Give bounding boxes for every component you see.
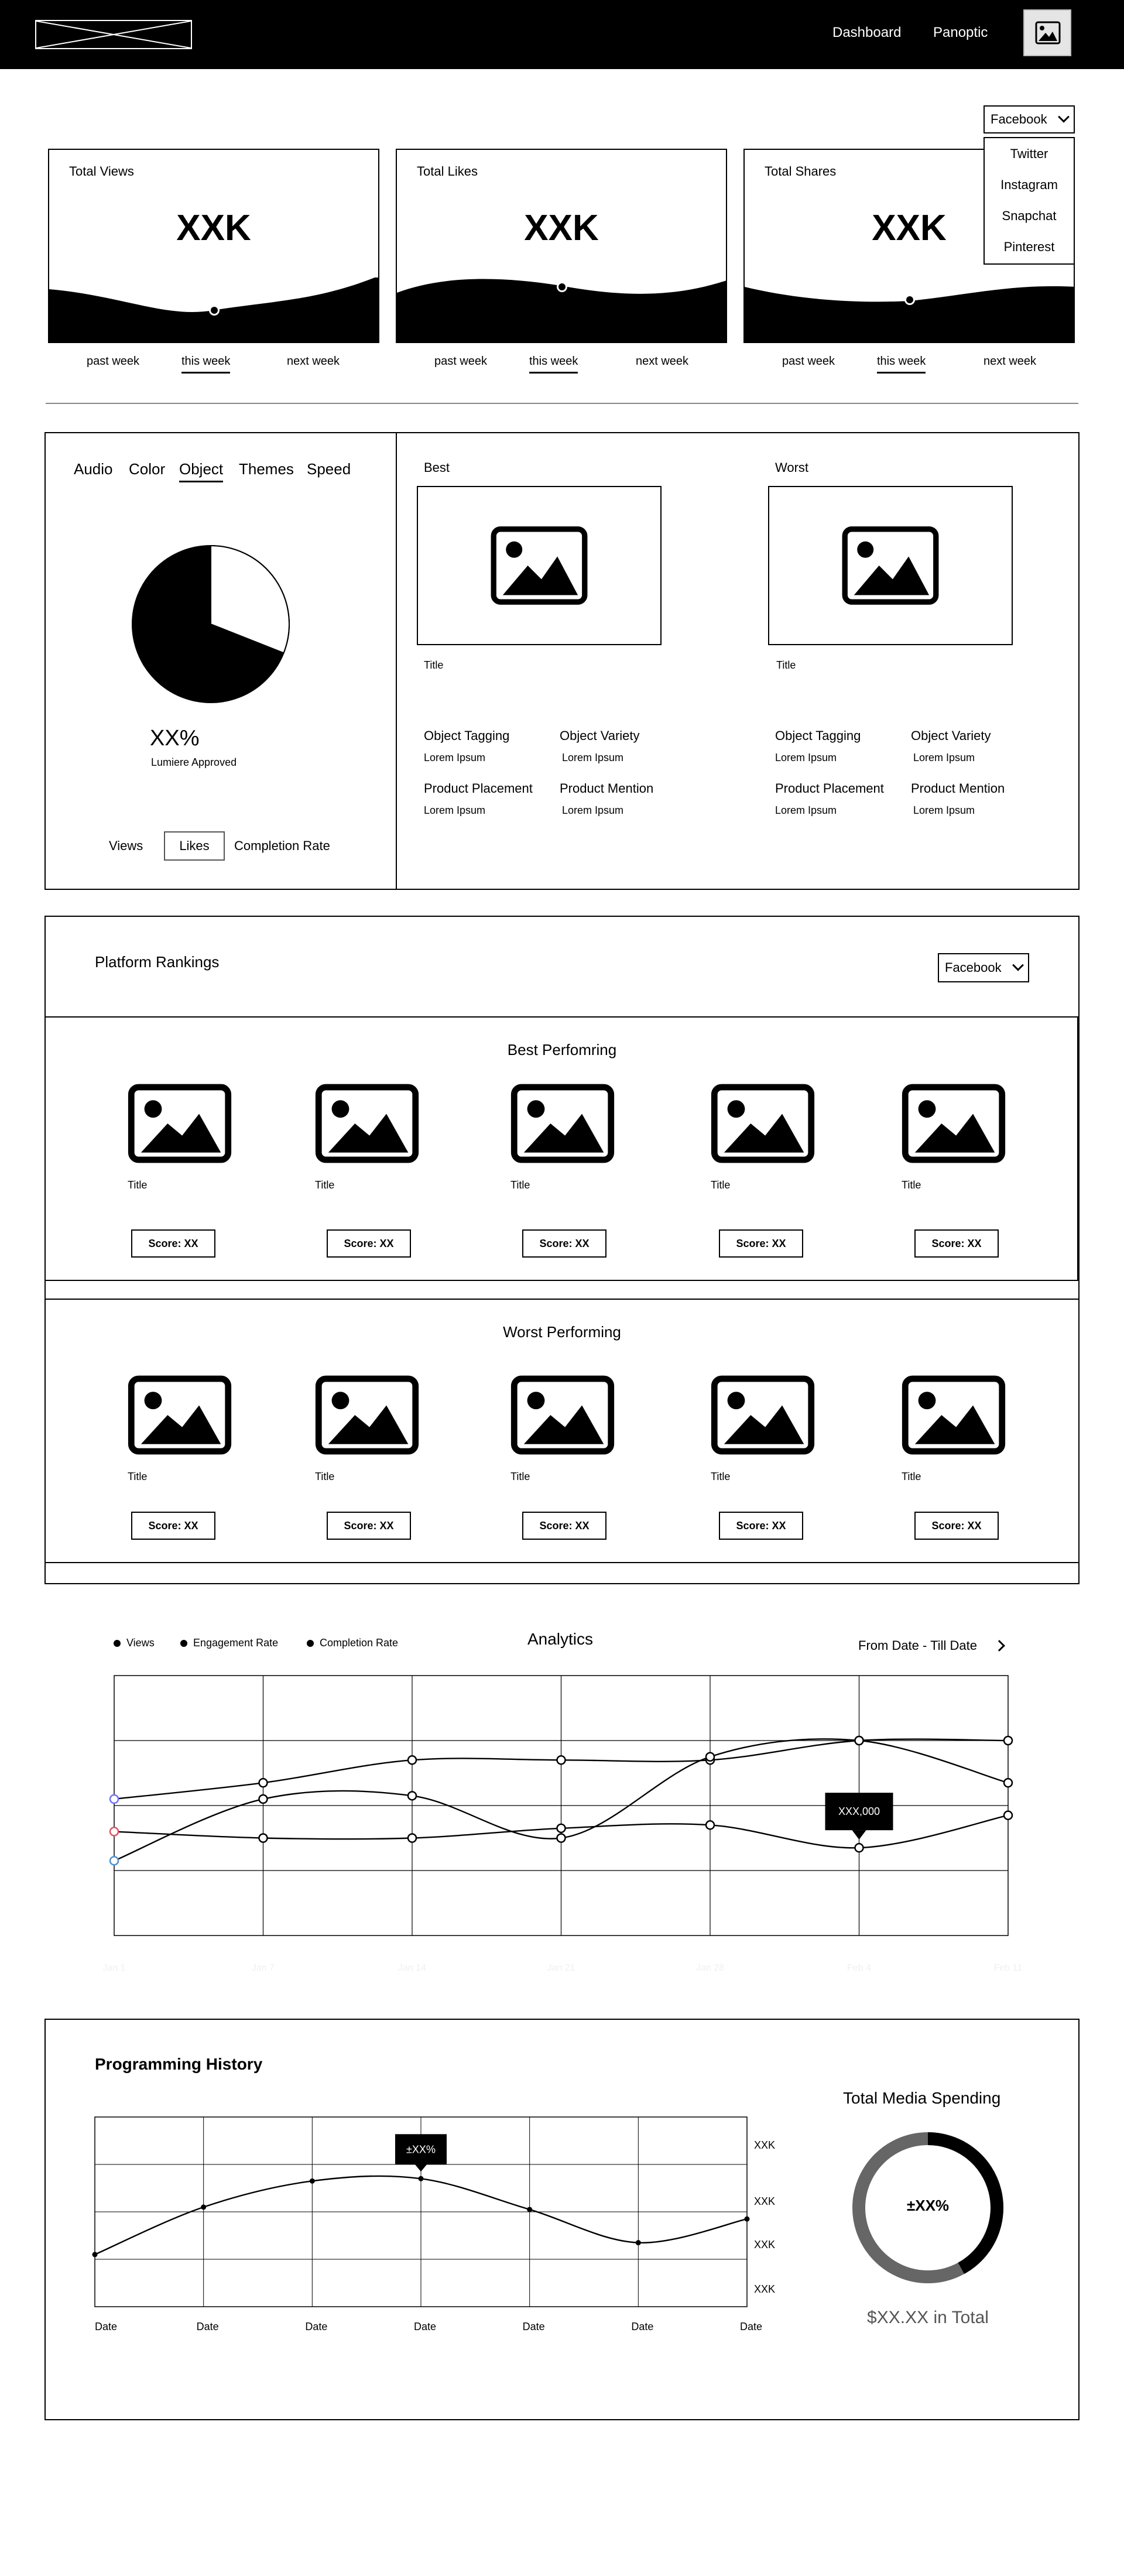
best-heading: Best [424, 460, 450, 475]
image-icon [314, 1082, 420, 1165]
attr-name: Object Tagging [424, 728, 510, 743]
image-icon [509, 1373, 616, 1457]
platform-select[interactable] [984, 105, 1075, 133]
tooltip-text: XXX,000 [838, 1806, 880, 1818]
y-tick-label: XXK [754, 2239, 776, 2250]
week-this[interactable]: this week [877, 355, 926, 374]
worst-item-thumbnail[interactable] [314, 1373, 420, 1457]
data-point [408, 1834, 416, 1842]
data-point [706, 1753, 714, 1761]
worst-item-thumbnail[interactable] [900, 1373, 1007, 1457]
x-tick-label: Date [95, 2321, 118, 2332]
wave-graph [49, 278, 379, 342]
attr-value: Lorem Ipsum [775, 752, 837, 763]
x-tick-label: Date [305, 2321, 328, 2332]
data-point [259, 1779, 268, 1787]
data-point [557, 1756, 566, 1764]
image-icon [126, 1082, 233, 1165]
wave-graph [397, 278, 727, 342]
menu-item-snapchat[interactable]: Snapchat [1002, 208, 1057, 223]
worst-item-title: Title [510, 1471, 530, 1482]
data-point [110, 1827, 118, 1835]
stat-value: XXK [872, 208, 947, 248]
worst-item-thumbnail[interactable] [126, 1373, 233, 1457]
data-point [557, 1834, 566, 1842]
x-tick-label: Jan 21 [547, 1963, 575, 1973]
legend-label: Completion Rate [320, 1637, 399, 1649]
image-icon [900, 1082, 1007, 1165]
stat-value: XXK [524, 208, 599, 248]
week-this[interactable]: this week [181, 355, 230, 374]
data-point [259, 1795, 268, 1803]
x-tick-label: Date [740, 2321, 763, 2332]
attr-value: Lorem Ipsum [775, 804, 837, 816]
attr-name: Product Mention [911, 781, 1005, 796]
best-item-title: Title [128, 1179, 148, 1191]
panel-divider [396, 432, 397, 890]
data-point [745, 2217, 750, 2222]
x-tick-label: Date [196, 2321, 219, 2332]
data-point [201, 2204, 206, 2210]
data-point [1004, 1811, 1012, 1820]
worst-title: Title [776, 659, 796, 671]
image-icon [509, 1082, 616, 1165]
best-item-thumbnail[interactable] [509, 1082, 616, 1165]
history-title: Programming History [95, 2055, 263, 2073]
legend-label: Engagement Rate [193, 1637, 279, 1649]
score-badge: Score: XX [719, 1229, 803, 1258]
nav-dashboard[interactable]: Dashboard [832, 25, 902, 40]
best-performing-heading: Best Perfomring [507, 1041, 617, 1059]
score-badge: Score: XX [522, 1512, 606, 1540]
tab-themes[interactable]: Themes [239, 460, 294, 478]
data-point [1004, 1736, 1012, 1745]
week-next[interactable]: next week [984, 355, 1037, 368]
stat-card-views [48, 149, 379, 343]
attr-value: Lorem Ipsum [913, 752, 975, 763]
worst-heading: Worst [775, 460, 809, 475]
attr-value: Lorem Ipsum [424, 752, 486, 763]
data-point [259, 1834, 268, 1842]
menu-item-twitter[interactable]: Twitter [1010, 146, 1048, 161]
stat-label: Total Shares [765, 164, 837, 179]
data-point [557, 1824, 566, 1832]
image-icon [710, 1082, 816, 1165]
y-tick-label: XXK [754, 2139, 776, 2151]
best-image[interactable] [417, 486, 662, 645]
data-point [1004, 1779, 1012, 1787]
analytics-chart [88, 1663, 1024, 1979]
data-point [855, 1736, 863, 1745]
rankings-select-value: Facebook [945, 960, 1002, 975]
history-chart [82, 2102, 796, 2348]
stat-label: Total Views [69, 164, 134, 179]
x-tick-label: Feb 4 [847, 1963, 871, 1973]
week-past[interactable]: past week [87, 355, 140, 368]
spending-total: $XX.XX in Total [867, 2308, 989, 2327]
tab-audio[interactable]: Audio [74, 460, 113, 478]
x-tick-label: Jan 14 [397, 1963, 427, 1973]
score-badge: Score: XX [327, 1512, 411, 1540]
data-point [636, 2240, 641, 2245]
score-badge: Score: XX [327, 1229, 411, 1258]
image-icon [486, 525, 592, 607]
image-icon [1035, 21, 1061, 44]
stat-label: Total Likes [417, 164, 478, 179]
nav-panoptic[interactable]: Panoptic [933, 25, 988, 40]
logo-placeholder[interactable] [35, 20, 192, 49]
wave-graph [745, 278, 1075, 342]
avatar[interactable] [1023, 9, 1071, 56]
attr-name: Product Placement [424, 781, 533, 796]
pie-value: XX% [150, 726, 200, 751]
best-item-title: Title [510, 1179, 530, 1191]
metric-completion-rate[interactable]: Completion Rate [234, 838, 330, 853]
data-point [110, 1795, 118, 1803]
image-icon [126, 1373, 233, 1457]
week-this[interactable]: this week [529, 355, 578, 374]
data-point [419, 2176, 424, 2181]
attr-value: Lorem Ipsum [424, 804, 486, 816]
attr-name: Object Tagging [775, 728, 861, 743]
worst-item-title: Title [315, 1471, 335, 1482]
best-item-thumbnail[interactable] [314, 1082, 420, 1165]
worst-item-title: Title [711, 1471, 731, 1482]
donut-center: ±XX% [906, 2197, 950, 2214]
week-past[interactable]: past week [434, 355, 488, 368]
attr-name: Product Mention [560, 781, 654, 796]
x-tick-label: Date [631, 2321, 654, 2332]
date-range-selector[interactable]: From Date - Till Date [858, 1638, 977, 1653]
image-icon [900, 1373, 1007, 1457]
score-badge: Score: XX [522, 1229, 606, 1258]
worst-image[interactable] [768, 486, 1013, 645]
week-next[interactable]: next week [636, 355, 689, 368]
worst-performing-heading: Worst Performing [503, 1323, 621, 1341]
attr-value: Lorem Ipsum [562, 804, 624, 816]
spending-title: Total Media Spending [843, 2089, 1001, 2107]
image-icon [314, 1373, 420, 1457]
data-point [527, 2207, 532, 2212]
rankings-title: Platform Rankings [95, 953, 220, 971]
attr-value: Lorem Ipsum [913, 804, 975, 816]
attr-name: Product Placement [775, 781, 884, 796]
data-point [110, 1856, 118, 1865]
best-title: Title [424, 659, 444, 671]
score-badge: Score: XX [719, 1512, 803, 1540]
x-tick-label: Jan 28 [695, 1963, 725, 1973]
data-point [310, 2178, 315, 2184]
data-point [408, 1756, 416, 1764]
y-tick-label: XXK [754, 2283, 776, 2295]
best-item-title: Title [902, 1179, 921, 1191]
week-next[interactable]: next week [287, 355, 340, 368]
image-icon [838, 525, 943, 607]
attr-name: Object Variety [560, 728, 640, 743]
x-tick-label: Date [522, 2321, 545, 2332]
score-badge: Score: XX [131, 1512, 215, 1540]
pie-chart [130, 543, 292, 705]
best-item-thumbnail[interactable] [126, 1082, 233, 1165]
y-tick-label: XXK [754, 2195, 776, 2207]
x-tick-label: Jan 7 [251, 1963, 275, 1973]
week-past[interactable]: past week [782, 355, 835, 368]
score-badge: Score: XX [914, 1512, 999, 1540]
data-point [706, 1821, 714, 1829]
rankings-platform-select[interactable] [938, 953, 1029, 982]
tab-object[interactable]: Object [179, 460, 223, 482]
divider [46, 403, 1078, 404]
chevron-down-icon [1012, 960, 1024, 971]
chevron-down-icon [1058, 111, 1070, 123]
x-tick-label: Jan 1 [102, 1963, 126, 1973]
tab-speed[interactable]: Speed [307, 460, 351, 478]
data-point [855, 1844, 863, 1852]
score-badge: Score: XX [914, 1229, 999, 1258]
analytics-title: Analytics [527, 1630, 594, 1648]
attr-name: Object Variety [911, 728, 991, 743]
image-icon [710, 1373, 816, 1457]
worst-item-thumbnail[interactable] [710, 1373, 816, 1457]
pie-caption: Lumiere Approved [151, 756, 237, 768]
menu-item-pinterest[interactable]: Pinterest [1003, 239, 1055, 254]
stat-value: XXK [176, 208, 251, 248]
worst-item-title: Title [902, 1471, 921, 1482]
stat-card-likes [396, 149, 727, 343]
x-tick-label: Date [414, 2321, 437, 2332]
worst-item-thumbnail[interactable] [509, 1373, 616, 1457]
menu-item-instagram[interactable]: Instagram [1000, 177, 1058, 192]
data-point [92, 2252, 98, 2257]
worst-item-title: Title [128, 1471, 148, 1482]
tooltip-pointer [415, 2164, 427, 2171]
best-item-title: Title [711, 1179, 731, 1191]
best-item-thumbnail[interactable] [710, 1082, 816, 1165]
metric-views[interactable]: Views [109, 838, 143, 853]
metric-likes[interactable]: Likes [164, 831, 225, 861]
best-item-thumbnail[interactable] [900, 1082, 1007, 1165]
legend-label: Views [126, 1637, 155, 1649]
tooltip-text: ±XX% [406, 2143, 436, 2156]
score-badge: Score: XX [131, 1229, 215, 1258]
tab-color[interactable]: Color [129, 460, 166, 478]
data-point [408, 1791, 416, 1800]
tooltip-pointer [852, 1830, 866, 1839]
x-tick-label: Feb 11 [993, 1963, 1023, 1973]
attr-value: Lorem Ipsum [562, 752, 624, 763]
platform-menu [984, 137, 1075, 265]
platform-select-value: Facebook [991, 112, 1047, 126]
best-item-title: Title [315, 1179, 335, 1191]
